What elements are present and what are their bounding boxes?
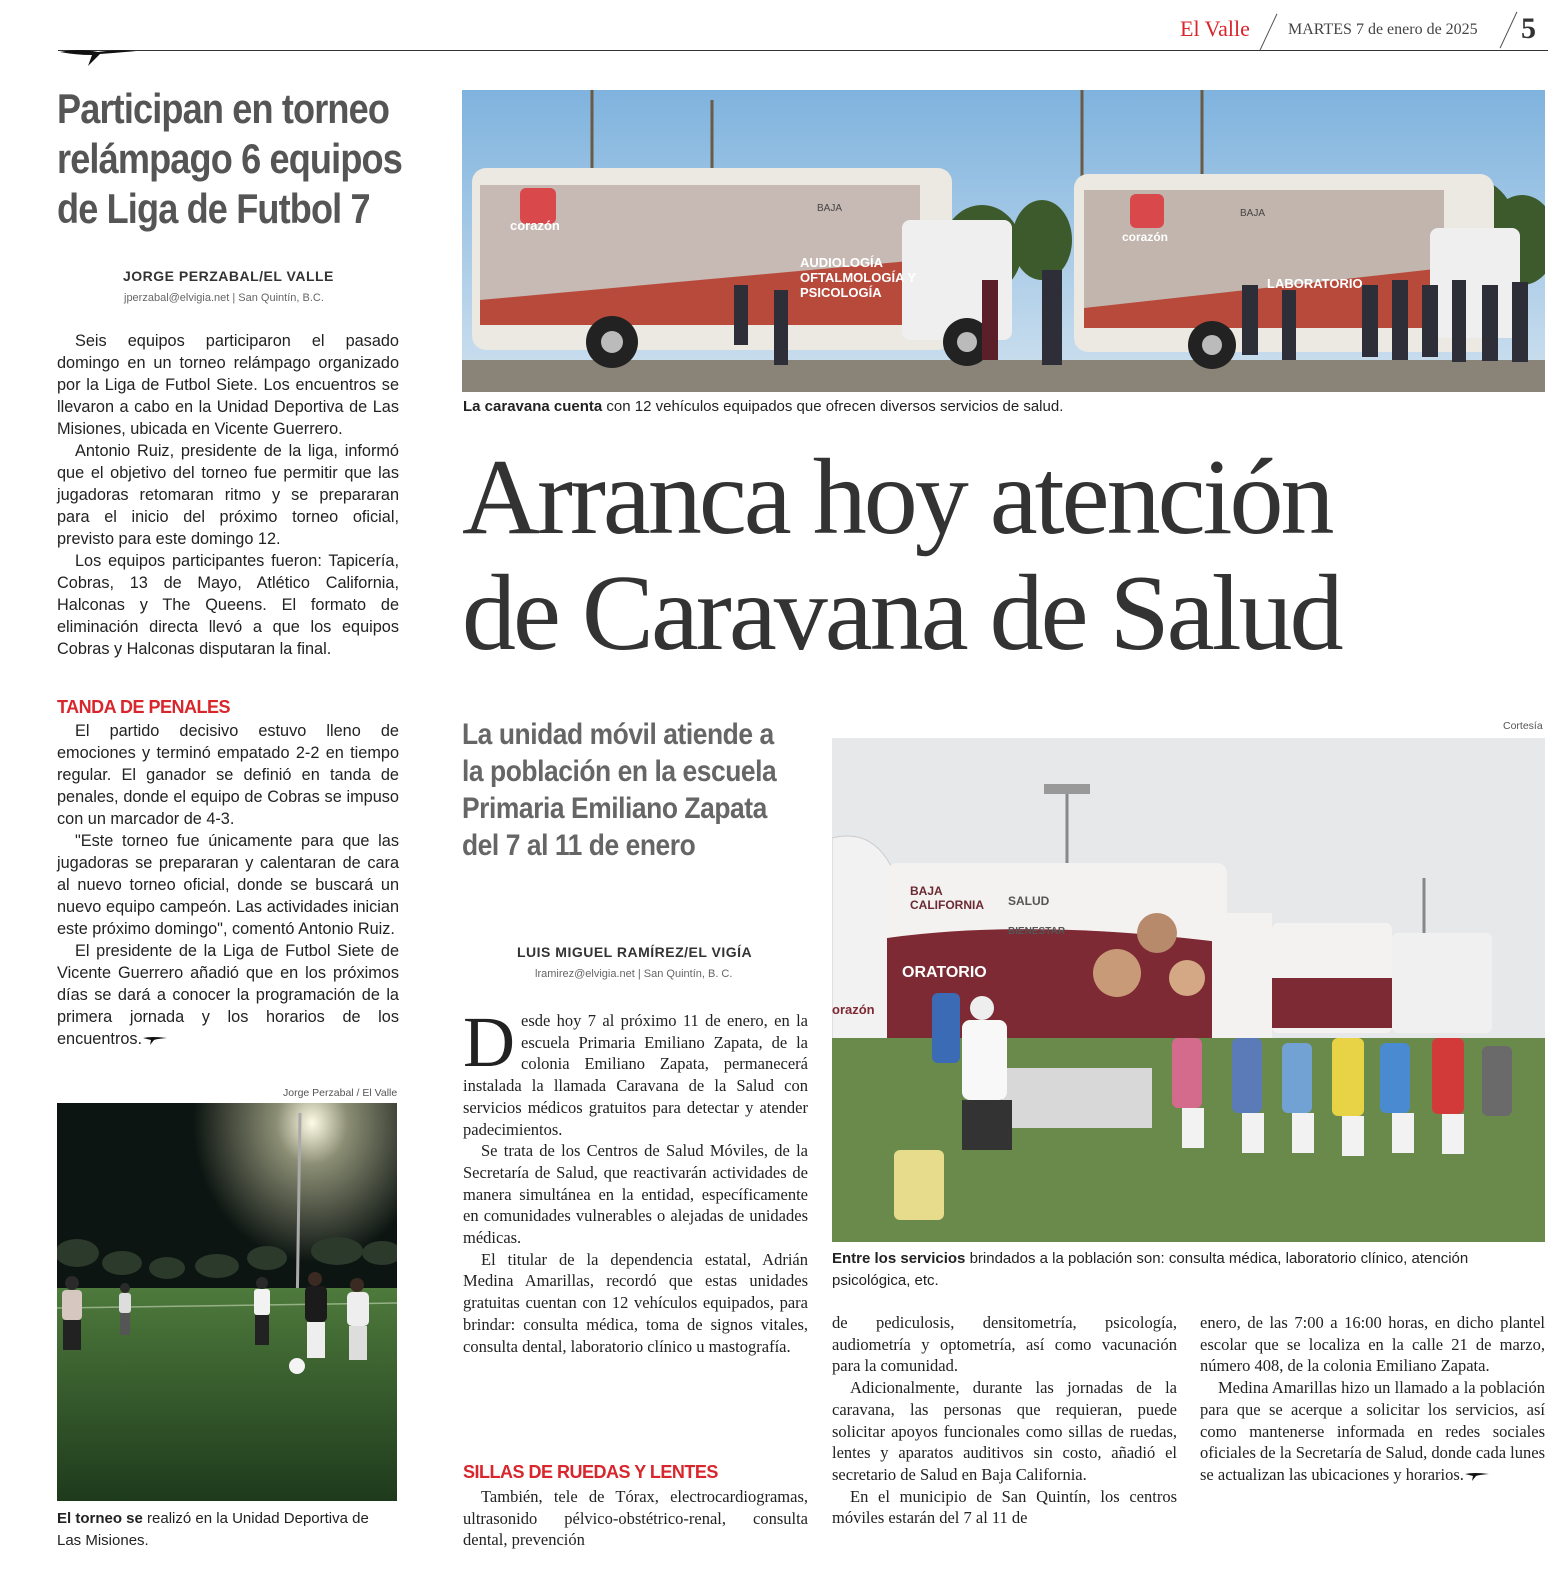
caravan-photo-illustration	[462, 90, 1545, 392]
paragraph: El titular de la dependencia estatal, Adrián Medina Amarillas, recordó que estas unidades gratuitas cuentan con 12 vehículos equipados, para brindar: consulta médica, toma de signos vitales, consulta dental, laboratorio clínico u mastografía.	[463, 1249, 808, 1356]
trailer-lab-label: ORATORIO	[902, 964, 987, 981]
inflatable-brand-label: orazón	[832, 1002, 875, 1017]
left-photo-caption	[57, 1508, 397, 1552]
left-byline: JORGE PERZABAL/EL VALLE	[123, 268, 334, 284]
left-article-body	[57, 330, 399, 660]
paragraph: Seis equipos participaron el pasado domingo en un torneo relámpago organizado por la Liga de Futbol Siete. Los encuentros se llevaron a cabo en la Unidad Deportiva de Las Misiones, ubicada en Vicente Guerrero.	[57, 332, 399, 438]
bus2-brand-label: corazón	[1122, 230, 1169, 244]
health-fair-attendees-photo[interactable]	[832, 738, 1545, 1242]
left-subhead: TANDA DE PENALES	[57, 697, 231, 717]
trailer-baja-label: BAJA CALIFORNIA	[910, 884, 984, 912]
bus-baja-label: BAJA	[817, 203, 843, 214]
paragraph: Antonio Ruiz, presidente de la liga, informó que el objetivo del torneo fue permitir que las jugadoras retomaran ritmo y se prepararan para el inicio del próximo torneo oficial, previsto para este domingo 12.	[57, 442, 399, 548]
caption-lead: El torneo se	[57, 1510, 143, 1527]
paragraph: "Este torneo fue únicamente para que las jugadoras se prepararan y calentaran de cara al nuevo torneo oficial, donde se buscará un nuevo equipo campeón. Las actividades inician este próximo domingo", comentó Antonio Ruiz.	[57, 832, 399, 938]
soccer-match-photo[interactable]	[57, 1103, 397, 1501]
photo-credit: Jorge Perzabal / El Valle	[283, 1087, 398, 1099]
bus-services-label: AUDIOLOGÍA OFTALMOLOGÍA Y PSICOLOGÍA	[800, 255, 916, 300]
left-headline[interactable]: Participan en torneo relámpago 6 equipos de Liga de Futbol 7	[57, 85, 402, 232]
article-deck: La unidad móvil atiende a la población en la escuela Primaria Emiliano Zapata del 7 al 11 de enero	[462, 718, 777, 862]
health-caravan-trucks-photo[interactable]	[462, 90, 1545, 392]
header-divider	[1500, 12, 1518, 49]
bus2-baja-label: BAJA	[1240, 208, 1266, 219]
caption-text: con 12 vehículos equipados que ofrecen diversos servicios de salud.	[602, 398, 1064, 415]
main-body-column-3	[1200, 1312, 1545, 1486]
page-number: 5	[1521, 12, 1536, 45]
paragraph: El partido decisivo estuvo lleno de emociones y terminó empatado 2-2 en tiempo regular. El ganador se definió en tanda de penales, donde el equipo de Cobras se impuso con un marcador de 4-3.	[57, 722, 399, 828]
paragraph: de pediculosis, densitometría, psicología, audiometría y optometría, así como vacunación para la comunidad.	[832, 1313, 1177, 1376]
caption-text: realizó en la Unidad Deportiva de Las Misiones.	[57, 1510, 369, 1549]
main-headline[interactable]	[462, 440, 1552, 672]
paragraph	[1200, 1377, 1545, 1486]
paragraph: Los equipos participantes fueron: Tapicería, Cobras, 13 de Mayo, Atlético California, Halconas y The Queens. El formato de eliminación directa llevó a que los equipos Cobras y Halconas disputaran la final.	[57, 552, 399, 658]
headline-line-2: de Caravana de Salud	[462, 554, 1341, 673]
paragraph: También, tele de Tórax, electrocardiogramas, ultrasonido pélvico-obstétrico-renal, consulta dental, prevención	[463, 1487, 808, 1550]
main-body-column-2	[832, 1312, 1177, 1529]
edition-date: MARTES 7 de enero de 2025	[1288, 21, 1478, 38]
main-body-column-1	[463, 1002, 808, 1357]
main-byline: LUIS MIGUEL RAMÍREZ/EL VIGÍA	[517, 944, 753, 960]
headline-line-1: Arranca hoy atención	[462, 438, 1332, 557]
caption-lead: Entre los servicios	[832, 1250, 966, 1267]
left-byline-email[interactable]: jperzabal@elvigia.net | San Quintín, B.C.	[124, 292, 324, 304]
right-photo-caption	[832, 1248, 1532, 1292]
trailer-salud-label: SALUD	[1008, 894, 1050, 908]
caption-text: brindados a la población son: consulta médica, laboratorio clínico, atención psicológica, etc.	[832, 1250, 1469, 1289]
section-name[interactable]: El Valle	[1180, 16, 1250, 41]
paragraph-text: Medina Amarillas hizo un llamado a la población para que se acerque a solicitar los servicios, así como mantenerse informada en redes sociales oficiales de la Secretaría de Salud, donde cada lunes se actualizan las ubicaciones y horarios.	[1200, 1378, 1545, 1484]
paragraph-text: esde hoy 7 al próximo 11 de enero, en la escuela Primaria Emiliano Zapata, de la colonia Emiliano Zapata, permanecerá instalada la llamada Caravana de la Salud con servicios médicos gratuitos para detectar y atender padecimientos.	[463, 1011, 808, 1139]
end-mark-icon	[142, 1035, 168, 1045]
trailer-bienestar-label: BIENESTAR	[1008, 926, 1066, 937]
top-photo-caption	[463, 398, 1063, 415]
bus-brand-label: corazón	[510, 218, 560, 233]
header-divider	[1260, 14, 1278, 51]
end-mark-icon	[1464, 1471, 1490, 1481]
main-body-column-1-continued	[463, 1486, 808, 1551]
drop-cap: D	[463, 1002, 515, 1082]
lead-paragraph	[463, 1002, 808, 1140]
main-subhead: SILLAS DE RUEDAS Y LENTES	[463, 1462, 718, 1482]
soccer-photo-illustration	[57, 1103, 397, 1501]
bird-logo-icon	[58, 46, 138, 68]
caption-lead: La caravana cuenta	[463, 398, 603, 415]
left-article-body-continued	[57, 720, 399, 1050]
health-fair-illustration	[832, 738, 1545, 1242]
header-rule	[58, 50, 1548, 51]
bus2-lab-label: LABORATORIO	[1267, 276, 1363, 291]
paragraph-text: El presidente de la Liga de Futbol Siete de Vicente Guerrero añadió que en los próximos días se dará a conocer la programación de la primera jornada y los horarios de los encuentros.	[57, 942, 399, 1048]
paragraph: enero, de las 7:00 a 16:00 horas, en dicho plantel escolar que se localiza en la calle 21 de marzo, número 408, de la colonia Emiliano Zapata.	[1200, 1313, 1545, 1376]
main-byline-email[interactable]: lramirez@elvigia.net | San Quintín, B. C.	[535, 968, 733, 980]
paragraph: Se trata de los Centros de Salud Móviles, de la Secretaría de Salud, que reactivarán actividades de manera simultánea en la entidad, específicamente en comunidades vulnerables o alejadas de unidades médicas.	[463, 1141, 808, 1248]
photo-credit: Cortesía	[1503, 720, 1543, 732]
paragraph: Adicionalmente, durante las jornadas de la caravana, las personas que requieran, puede solicitar apoyos funcionales como sillas de ruedas, lentes y aparatos auditivos sin costo, añadió el secretario de Salud en Baja California.	[832, 1378, 1177, 1484]
paragraph	[57, 940, 399, 1050]
paragraph: En el municipio de San Quintín, los centros móviles estarán del 7 al 11 de	[832, 1486, 1177, 1528]
